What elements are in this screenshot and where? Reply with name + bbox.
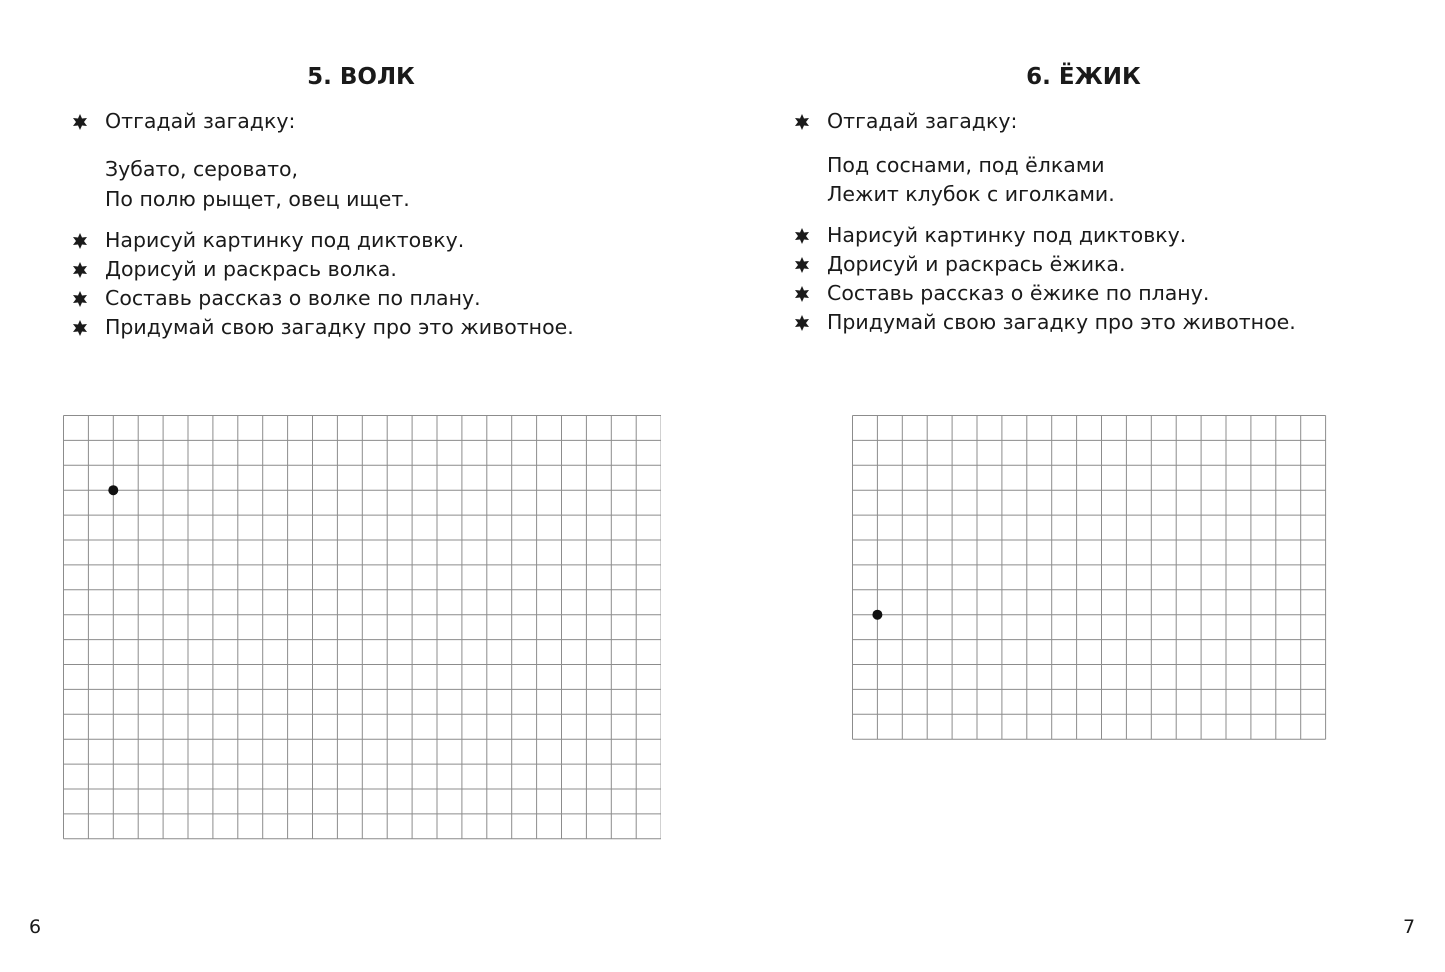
task-item: Дорисуй и раскрась ёжика. (827, 252, 1126, 276)
drawing-grid[interactable] (852, 415, 1328, 741)
star-bullet-icon (72, 262, 88, 278)
task-item: Нарисуй картинку под диктовку. (105, 228, 465, 252)
page-number: 6 (29, 916, 42, 938)
star-bullet-icon (72, 320, 88, 336)
star-bullet-icon (72, 114, 88, 130)
riddle-line: По полю рыщет, овец ищет. (105, 187, 410, 211)
task-item: Составь рассказ о волке по плану. (105, 286, 481, 310)
riddle-line: Лежит клубок с иголками. (827, 182, 1115, 206)
task-item: Составь рассказ о ёжике по плану. (827, 281, 1210, 305)
riddle-line: Под соснами, под ёлками (827, 153, 1105, 177)
start-dot (108, 485, 118, 495)
page-title: 6. ЁЖИК (1026, 64, 1141, 90)
start-dot (872, 610, 882, 620)
star-bullet-icon (72, 291, 88, 307)
page-number: 7 (1403, 916, 1416, 938)
task-item: Придумай свою загадку про это животное. (827, 310, 1296, 334)
star-bullet-icon (794, 286, 810, 302)
task-item: Дорисуй и раскрась волка. (105, 257, 397, 281)
task-item: Нарисуй картинку под диктовку. (827, 223, 1187, 247)
left-page (0, 0, 722, 972)
riddle-intro: Отгадай загадку: (105, 109, 296, 133)
page-title: 5. ВОЛК (307, 64, 415, 90)
star-bullet-icon (794, 257, 810, 273)
star-bullet-icon (794, 228, 810, 244)
star-bullet-icon (72, 233, 88, 249)
task-item: Придумай свою загадку про это животное. (105, 315, 574, 339)
drawing-grid[interactable] (63, 415, 661, 841)
right-page (722, 0, 1445, 972)
star-bullet-icon (794, 315, 810, 331)
riddle-line: Зубато, серовато, (105, 157, 299, 181)
riddle-intro: Отгадай загадку: (827, 109, 1018, 133)
star-bullet-icon (794, 114, 810, 130)
